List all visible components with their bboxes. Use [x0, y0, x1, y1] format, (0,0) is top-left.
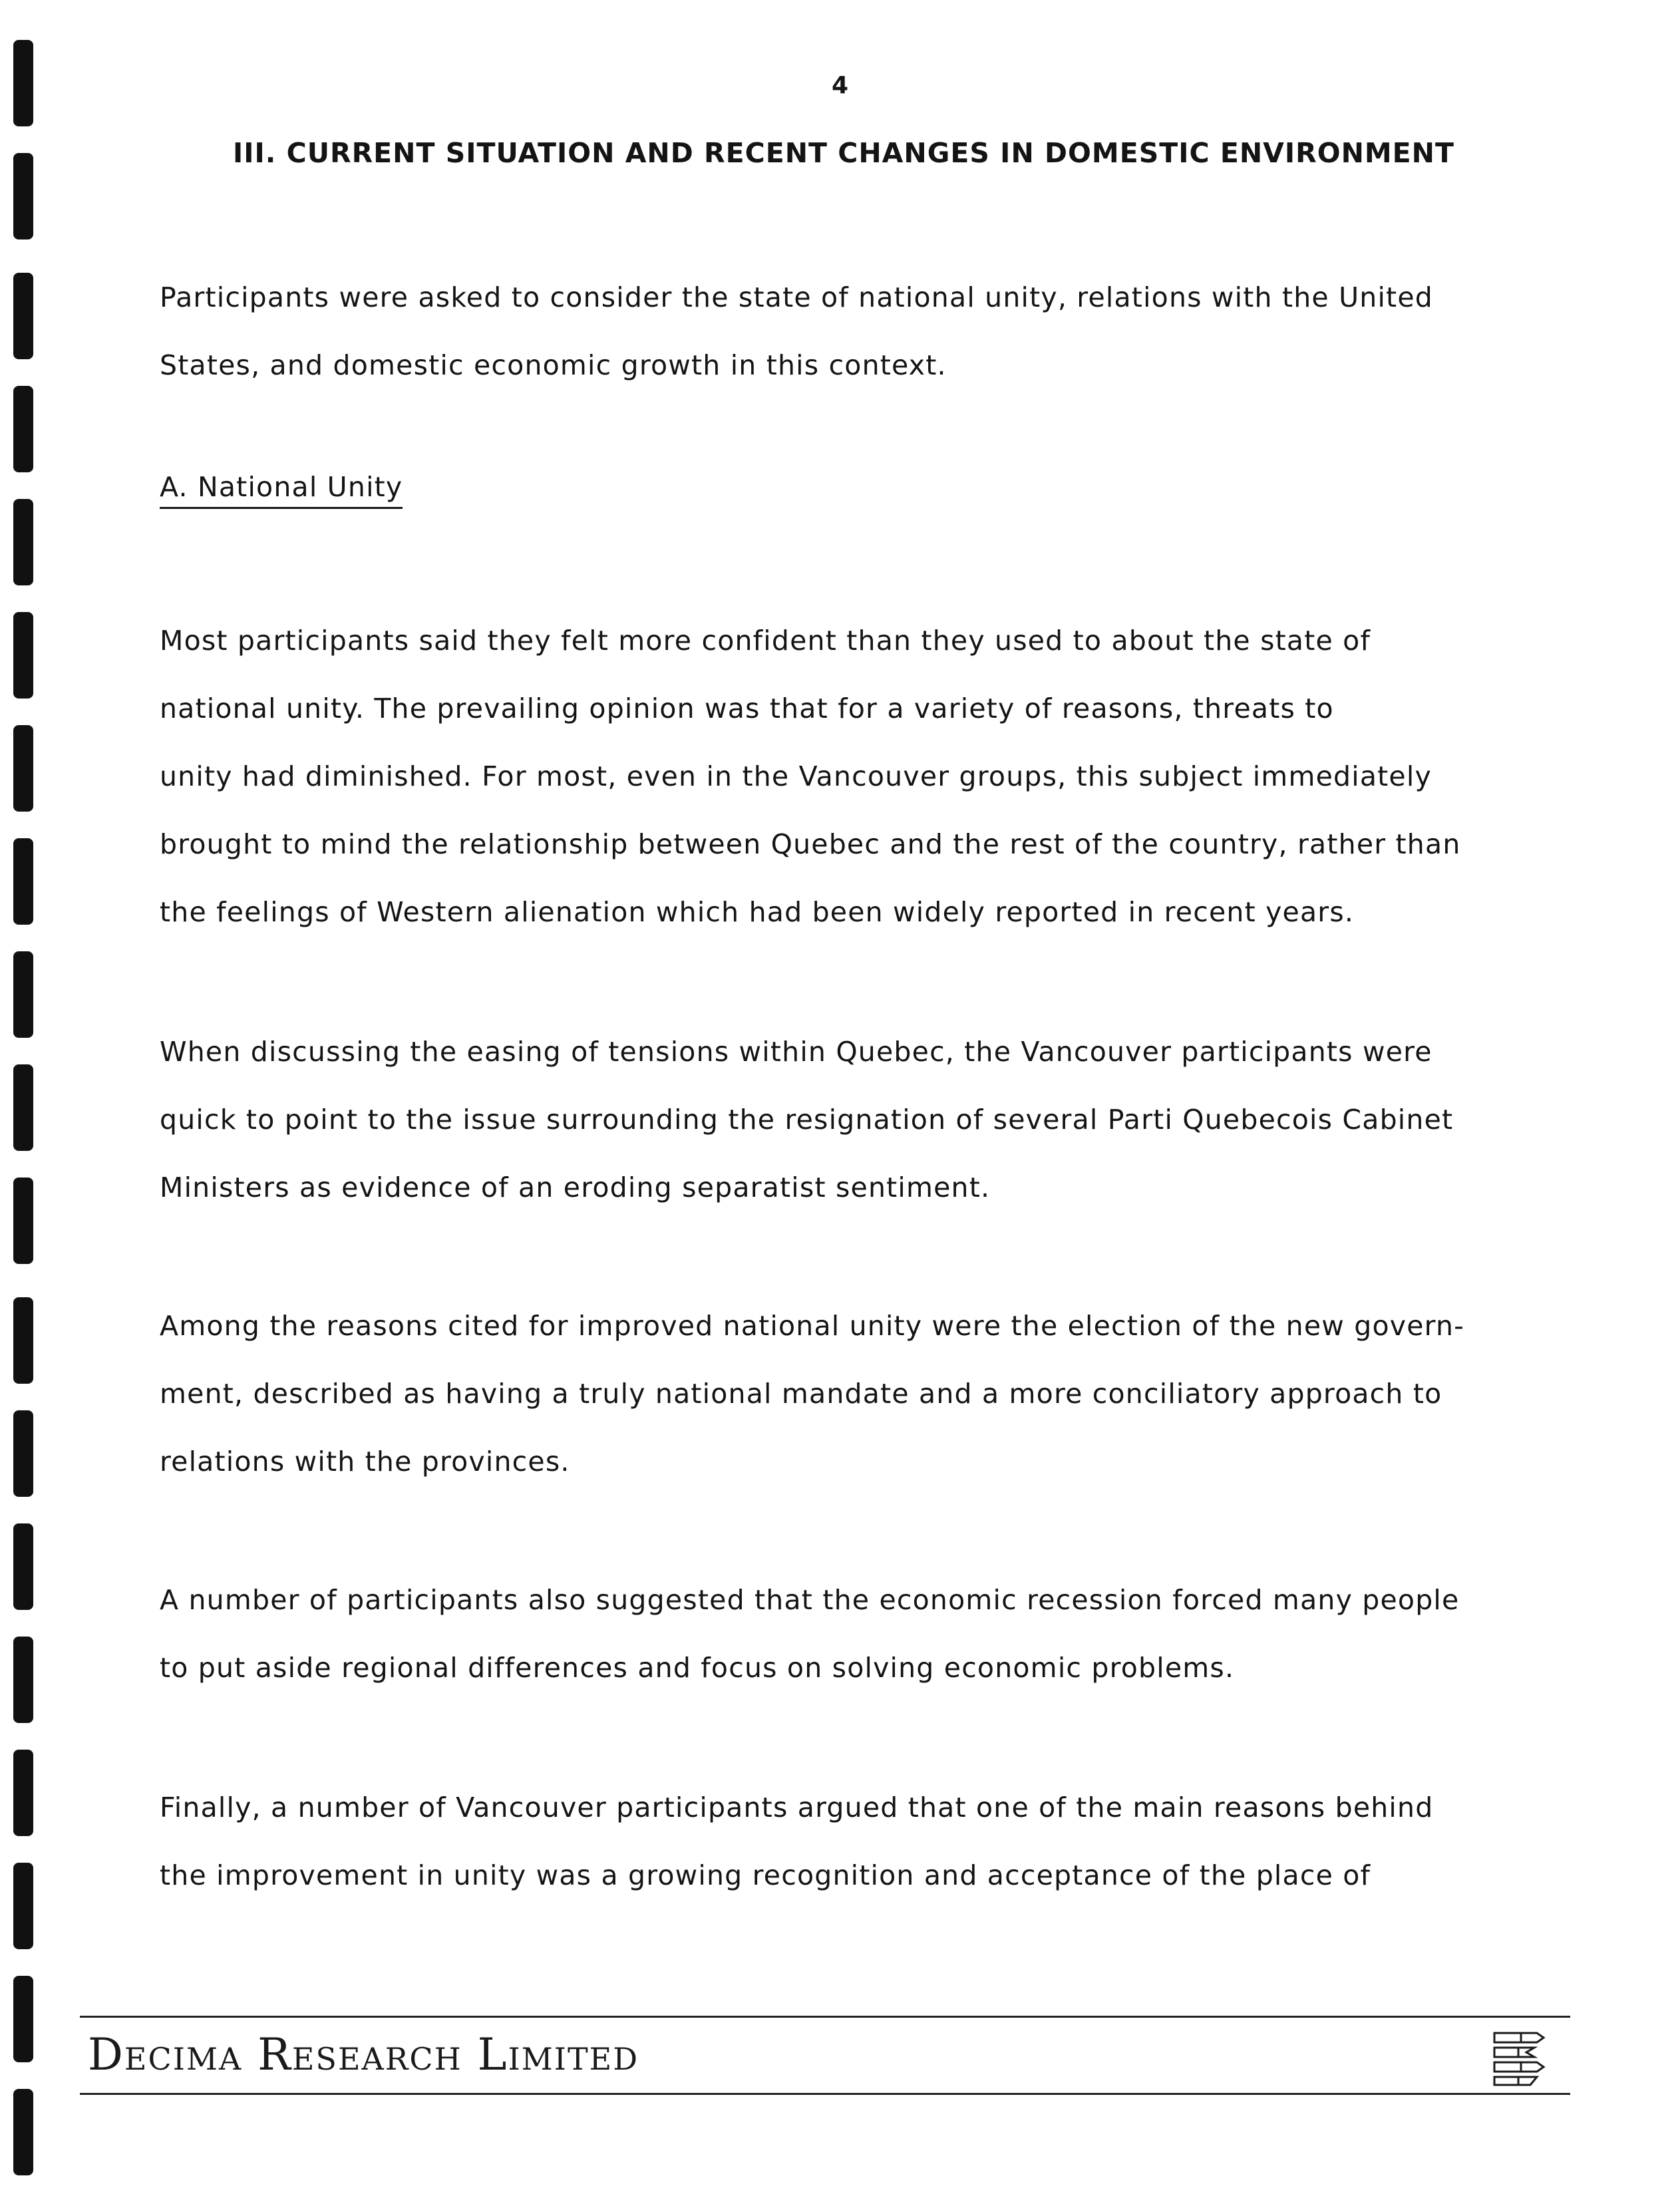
- binder-mark: [13, 273, 33, 359]
- paragraph-line: Among the reasons cited for improved national unity were the election of the new govern-: [160, 1310, 1465, 1342]
- paragraph-line: to put aside regional differences and focus on solving economic problems.: [160, 1652, 1235, 1684]
- section-heading: III. CURRENT SITUATION AND RECENT CHANGES IN DOMESTIC ENVIRONMENT: [233, 137, 1454, 169]
- binder-mark: [13, 1178, 33, 1264]
- paragraph-line: Finally, a number of Vancouver participants argued that one of the main reasons behind: [160, 1792, 1434, 1823]
- binder-mark: [13, 1064, 33, 1151]
- binder-mark: [13, 1410, 33, 1497]
- paragraph-line: ment, described as having a truly national mandate and a more conciliatory approach to: [160, 1378, 1442, 1410]
- subsection-heading: A. National Unity: [160, 471, 403, 509]
- binder-mark: [13, 612, 33, 699]
- paragraph-line: Most participants said they felt more confident than they used to about the state of: [160, 625, 1371, 657]
- paragraph-line: national unity. The prevailing opinion was that for a variety of reasons, threats to: [160, 693, 1334, 724]
- paragraph-line: A number of participants also suggested that the economic recession forced many people: [160, 1584, 1460, 1616]
- paragraph-4: [160, 1566, 1530, 1702]
- paragraph-3: [160, 1292, 1530, 1495]
- binder-mark: [13, 499, 33, 585]
- company-name: Decima Research Limited: [88, 2029, 639, 2080]
- binder-mark: [13, 153, 33, 239]
- binder-mark: [13, 386, 33, 472]
- binder-marks: [13, 40, 36, 2195]
- paragraph-5: [160, 1774, 1530, 1909]
- binder-mark: [13, 951, 33, 1038]
- paragraph-line: the feelings of Western alienation which had been widely reported in recent years.: [160, 896, 1355, 928]
- binder-mark: [13, 1750, 33, 1836]
- binder-mark: [13, 1297, 33, 1384]
- paragraph-1: [160, 607, 1530, 946]
- paragraph-line: When discussing the easing of tensions within Quebec, the Vancouver participants were: [160, 1036, 1432, 1068]
- footer-divider-bottom: [80, 2093, 1570, 2095]
- paragraph-line: brought to mind the relationship between Quebec and the rest of the country, rather than: [160, 828, 1461, 860]
- binder-mark: [13, 1637, 33, 1723]
- decima-logo-icon: [1490, 2029, 1564, 2089]
- binder-mark: [13, 838, 33, 925]
- footer-divider-top: [80, 2016, 1570, 2018]
- paragraph-line: Ministers as evidence of an eroding separatist sentiment.: [160, 1172, 991, 1203]
- binder-mark: [13, 1863, 33, 1949]
- binder-mark: [13, 2089, 33, 2175]
- intro-paragraph: [160, 263, 1530, 399]
- paragraph-line: unity had diminished. For most, even in the Vancouver groups, this subject immediately: [160, 760, 1432, 792]
- paragraph-line: quick to point to the issue surrounding the resignation of several Parti Quebecois Cabinet: [160, 1104, 1454, 1136]
- page-number: 4: [831, 72, 849, 99]
- paragraph-line: Participants were asked to consider the state of national unity, relations with the United: [160, 281, 1433, 313]
- paragraph-line: relations with the provinces.: [160, 1446, 570, 1478]
- binder-mark: [13, 725, 33, 812]
- binder-mark: [13, 1523, 33, 1610]
- binder-mark: [13, 1976, 33, 2062]
- paragraph-line: States, and domestic economic growth in this context.: [160, 349, 947, 381]
- paragraph-2: [160, 1018, 1530, 1221]
- paragraph-line: the improvement in unity was a growing recognition and acceptance of the place of: [160, 1859, 1371, 1891]
